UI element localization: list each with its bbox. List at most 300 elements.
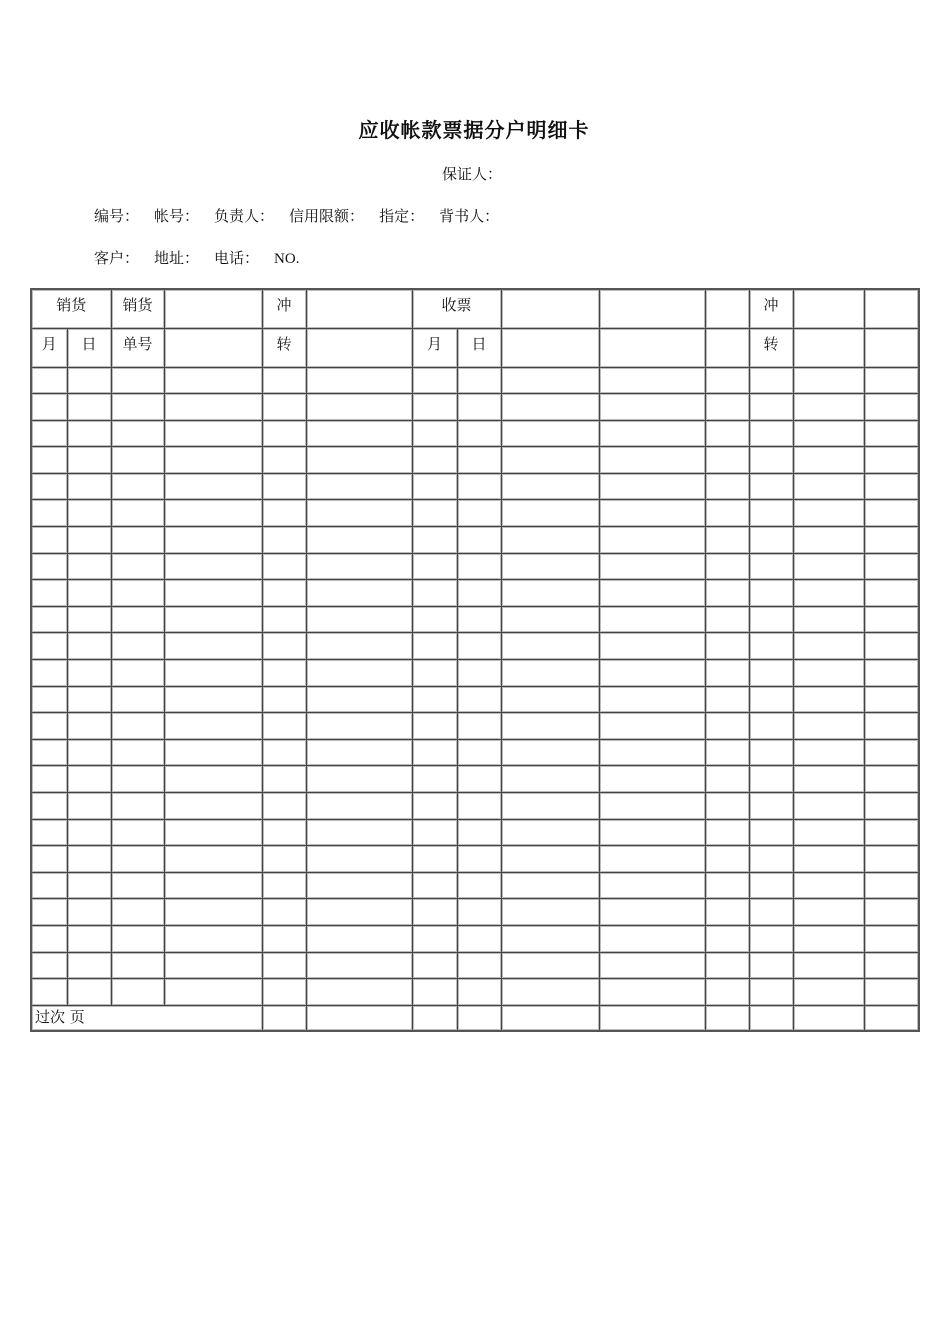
- table-cell: [262, 580, 306, 607]
- footer-cell: [306, 1005, 412, 1031]
- table-cell: [864, 367, 919, 394]
- table-cell: [599, 925, 705, 952]
- footer-cell: [501, 1005, 599, 1031]
- table-cell: [262, 979, 306, 1006]
- table-row: [31, 473, 919, 500]
- table-cell: [31, 527, 67, 554]
- table-cell: [111, 686, 164, 713]
- table-cell: [412, 606, 457, 633]
- table-cell: [599, 553, 705, 580]
- table-cell: [67, 819, 111, 846]
- table-cell: [67, 739, 111, 766]
- table-cell: [306, 925, 412, 952]
- table-cell: [164, 606, 262, 633]
- table-cell: [164, 553, 262, 580]
- table-cell: [412, 819, 457, 846]
- table-cell: [412, 394, 457, 421]
- table-cell: [457, 846, 501, 873]
- table-cell: [164, 633, 262, 660]
- header-cell-blank: [164, 289, 262, 328]
- table-cell: [864, 500, 919, 527]
- table-cell: [164, 500, 262, 527]
- table-cell: [501, 899, 599, 926]
- table-cell: [67, 420, 111, 447]
- table-cell: [111, 793, 164, 820]
- table-cell: [457, 553, 501, 580]
- table-cell: [67, 447, 111, 474]
- table-cell: [457, 793, 501, 820]
- header-cell-blank: [164, 328, 262, 367]
- table-cell: [262, 420, 306, 447]
- table-row: [31, 527, 919, 554]
- table-cell: [457, 925, 501, 952]
- table-cell: [412, 367, 457, 394]
- table-cell: [793, 979, 864, 1006]
- table-cell: [457, 713, 501, 740]
- table-cell: [111, 606, 164, 633]
- table-cell: [501, 766, 599, 793]
- info-line-1: [94, 205, 514, 226]
- header-cell-blank: [599, 289, 705, 328]
- table-cell: [111, 819, 164, 846]
- table-cell: [262, 952, 306, 979]
- table-cell: [31, 793, 67, 820]
- table-cell: [599, 473, 705, 500]
- header-cell-blank: [599, 328, 705, 367]
- table-cell: [599, 420, 705, 447]
- table-cell: [457, 633, 501, 660]
- table-cell: [67, 367, 111, 394]
- table-cell: [793, 447, 864, 474]
- table-cell: [67, 952, 111, 979]
- table-cell: [31, 899, 67, 926]
- table-row: [31, 580, 919, 607]
- table-cell: [67, 846, 111, 873]
- table-cell: [705, 846, 749, 873]
- table-cell: [749, 819, 793, 846]
- table-cell: [412, 952, 457, 979]
- table-cell: [111, 739, 164, 766]
- table-cell: [31, 394, 67, 421]
- header-cell-blank: [501, 289, 599, 328]
- table-cell: [164, 527, 262, 554]
- table-cell: [457, 952, 501, 979]
- table-cell: [599, 819, 705, 846]
- table-cell: [793, 394, 864, 421]
- table-cell: [67, 713, 111, 740]
- table-cell: [306, 500, 412, 527]
- table-cell: [306, 606, 412, 633]
- table-cell: [749, 739, 793, 766]
- table-cell: [705, 394, 749, 421]
- table-cell: [67, 527, 111, 554]
- table-cell: [67, 394, 111, 421]
- table-cell: [67, 872, 111, 899]
- field-credit-limit-label: 信用限额：: [289, 207, 365, 225]
- table-cell: [749, 633, 793, 660]
- header-cell-blank: [864, 328, 919, 367]
- table-cell: [111, 872, 164, 899]
- info-line-2: [94, 247, 314, 268]
- table-cell: [457, 606, 501, 633]
- table-cell: [749, 660, 793, 687]
- table-cell: [111, 367, 164, 394]
- table-cell: [749, 925, 793, 952]
- table-cell: [262, 527, 306, 554]
- header-cell-blank: [306, 289, 412, 328]
- table-cell: [864, 473, 919, 500]
- table-cell: [111, 766, 164, 793]
- table-cell: [31, 846, 67, 873]
- table-cell: [457, 580, 501, 607]
- table-row: [31, 872, 919, 899]
- table-cell: [705, 420, 749, 447]
- table-cell: [67, 500, 111, 527]
- table-cell: [864, 606, 919, 633]
- table-cell: [306, 793, 412, 820]
- table-row: [31, 367, 919, 394]
- table-row: [31, 606, 919, 633]
- table-cell: [306, 846, 412, 873]
- table-cell: [306, 394, 412, 421]
- footer-cell: [412, 1005, 457, 1031]
- table-cell: [412, 899, 457, 926]
- table-cell: [31, 473, 67, 500]
- header-sales: 销货: [31, 289, 111, 328]
- table-cell: [67, 925, 111, 952]
- table-cell: [262, 819, 306, 846]
- table-cell: [749, 606, 793, 633]
- table-cell: [501, 660, 599, 687]
- table-cell: [501, 872, 599, 899]
- table-cell: [749, 899, 793, 926]
- table-cell: [749, 420, 793, 447]
- table-cell: [262, 872, 306, 899]
- table-cell: [457, 660, 501, 687]
- table-cell: [306, 447, 412, 474]
- table-cell: [262, 394, 306, 421]
- table-cell: [164, 899, 262, 926]
- table-cell: [412, 580, 457, 607]
- table-row: [31, 846, 919, 873]
- table-cell: [412, 872, 457, 899]
- footer-cell: [749, 1005, 793, 1031]
- table-row: [31, 660, 919, 687]
- table-cell: [31, 420, 67, 447]
- header-cell-blank: [793, 328, 864, 367]
- table-cell: [749, 952, 793, 979]
- table-cell: [599, 952, 705, 979]
- table-cell: [705, 739, 749, 766]
- table-cell: [262, 633, 306, 660]
- table-cell: [705, 899, 749, 926]
- table-cell: [749, 872, 793, 899]
- table-cell: [306, 872, 412, 899]
- table-cell: [705, 580, 749, 607]
- table-cell: [67, 686, 111, 713]
- table-row: [31, 793, 919, 820]
- table-cell: [457, 367, 501, 394]
- table-row: [31, 766, 919, 793]
- table-row: [31, 686, 919, 713]
- table-cell: [864, 766, 919, 793]
- table-cell: [599, 766, 705, 793]
- table-cell: [67, 766, 111, 793]
- table-cell: [599, 713, 705, 740]
- table-cell: [262, 925, 306, 952]
- table-cell: [599, 739, 705, 766]
- table-cell: [864, 447, 919, 474]
- table-cell: [501, 846, 599, 873]
- table-cell: [164, 766, 262, 793]
- table-cell: [111, 500, 164, 527]
- table-cell: [306, 420, 412, 447]
- table-cell: [31, 447, 67, 474]
- table-cell: [306, 739, 412, 766]
- table-row: [31, 979, 919, 1006]
- table-cell: [705, 952, 749, 979]
- footer-cell: [262, 1005, 306, 1031]
- table-cell: [501, 979, 599, 1006]
- table-cell: [31, 766, 67, 793]
- table-cell: [864, 686, 919, 713]
- table-cell: [262, 606, 306, 633]
- table-cell: [501, 447, 599, 474]
- field-number-label: 编号：: [94, 207, 140, 225]
- table-cell: [457, 899, 501, 926]
- table-cell: [599, 660, 705, 687]
- table-cell: [705, 367, 749, 394]
- table-cell: [164, 367, 262, 394]
- table-cell: [501, 420, 599, 447]
- table-cell: [164, 473, 262, 500]
- table-cell: [111, 899, 164, 926]
- table-cell: [749, 367, 793, 394]
- header-voucher-no: 单号: [111, 328, 164, 367]
- footer-cell: [599, 1005, 705, 1031]
- footer-row: [31, 1005, 919, 1031]
- table-cell: [164, 660, 262, 687]
- table-cell: [864, 979, 919, 1006]
- table-cell: [262, 846, 306, 873]
- header-transfer-1: 转: [262, 328, 306, 367]
- table-cell: [793, 793, 864, 820]
- table-cell: [864, 713, 919, 740]
- ledger-table: [30, 288, 920, 1032]
- table-cell: [31, 606, 67, 633]
- table-cell: [749, 394, 793, 421]
- table-cell: [306, 686, 412, 713]
- table-cell: [793, 739, 864, 766]
- page-title: 应收帐款票据分户明细卡: [358, 118, 590, 142]
- table-cell: [31, 713, 67, 740]
- table-cell: [599, 793, 705, 820]
- table-cell: [457, 686, 501, 713]
- table-cell: [67, 899, 111, 926]
- table-cell: [501, 580, 599, 607]
- table-cell: [164, 420, 262, 447]
- table-cell: [599, 367, 705, 394]
- field-account-label: 帐号：: [154, 207, 200, 225]
- header-cell-blank: [306, 328, 412, 367]
- table-cell: [457, 872, 501, 899]
- table-cell: [501, 793, 599, 820]
- table-cell: [412, 766, 457, 793]
- table-cell: [793, 819, 864, 846]
- table-cell: [412, 420, 457, 447]
- table-cell: [262, 660, 306, 687]
- table-cell: [749, 527, 793, 554]
- table-cell: [164, 713, 262, 740]
- table-cell: [864, 925, 919, 952]
- footer-cell: [864, 1005, 919, 1031]
- table-cell: [705, 925, 749, 952]
- table-cell: [164, 447, 262, 474]
- table-cell: [793, 527, 864, 554]
- table-cell: [31, 979, 67, 1006]
- table-row: [31, 500, 919, 527]
- table-cell: [501, 686, 599, 713]
- table-row: [31, 394, 919, 421]
- table-cell: [599, 500, 705, 527]
- table-cell: [412, 527, 457, 554]
- field-manager-label: 负责人：: [214, 207, 275, 225]
- table-cell: [412, 713, 457, 740]
- table-row: [31, 633, 919, 660]
- table-cell: [793, 660, 864, 687]
- header-cell-blank: [705, 289, 749, 328]
- table-cell: [793, 473, 864, 500]
- table-cell: [749, 766, 793, 793]
- table-cell: [705, 606, 749, 633]
- header-cell-blank: [501, 328, 599, 367]
- table-cell: [864, 633, 919, 660]
- table-cell: [793, 846, 864, 873]
- table-cell: [306, 527, 412, 554]
- table-cell: [164, 846, 262, 873]
- table-cell: [31, 952, 67, 979]
- table-cell: [111, 447, 164, 474]
- table-cell: [864, 553, 919, 580]
- table-cell: [306, 952, 412, 979]
- table-cell: [111, 553, 164, 580]
- table-cell: [599, 872, 705, 899]
- table-cell: [705, 633, 749, 660]
- header-row-2: [31, 328, 919, 367]
- table-cell: [262, 500, 306, 527]
- table-cell: [67, 793, 111, 820]
- footer-label-text: 过次 页: [35, 1007, 85, 1026]
- table-cell: [111, 633, 164, 660]
- field-no-label: NO.: [274, 251, 300, 267]
- header-offset-1: 冲: [262, 289, 306, 328]
- table-cell: [501, 367, 599, 394]
- table-cell: [457, 819, 501, 846]
- table-cell: [306, 766, 412, 793]
- table-row: [31, 925, 919, 952]
- table-cell: [67, 979, 111, 1006]
- table-cell: [501, 925, 599, 952]
- table-cell: [306, 633, 412, 660]
- table-cell: [67, 606, 111, 633]
- table-cell: [705, 447, 749, 474]
- table-row: [31, 739, 919, 766]
- table-cell: [31, 872, 67, 899]
- table-cell: [262, 739, 306, 766]
- table-cell: [111, 952, 164, 979]
- guarantor-label: 保证人：: [442, 165, 503, 183]
- table-cell: [457, 527, 501, 554]
- header-month-2: 月: [412, 328, 457, 367]
- table-cell: [262, 766, 306, 793]
- table-cell: [864, 394, 919, 421]
- field-customer-label: 客户：: [94, 249, 140, 267]
- table-cell: [599, 527, 705, 554]
- table-cell: [164, 872, 262, 899]
- table-cell: [599, 447, 705, 474]
- table-cell: [262, 793, 306, 820]
- table-cell: [111, 527, 164, 554]
- table-cell: [67, 633, 111, 660]
- table-cell: [111, 979, 164, 1006]
- table-cell: [599, 394, 705, 421]
- header-day-1: 日: [67, 328, 111, 367]
- table-row: [31, 819, 919, 846]
- table-cell: [412, 633, 457, 660]
- table-cell: [501, 606, 599, 633]
- table-cell: [67, 580, 111, 607]
- table-cell: [705, 660, 749, 687]
- table-cell: [412, 660, 457, 687]
- table-cell: [164, 793, 262, 820]
- footer-carry-forward-label: [31, 1005, 262, 1031]
- table-cell: [164, 979, 262, 1006]
- table-cell: [262, 713, 306, 740]
- table-cell: [793, 899, 864, 926]
- table-cell: [111, 713, 164, 740]
- table-cell: [749, 686, 793, 713]
- table-cell: [793, 606, 864, 633]
- table-cell: [262, 553, 306, 580]
- field-phone-label: 电话：: [214, 249, 260, 267]
- table-cell: [501, 500, 599, 527]
- table-cell: [501, 633, 599, 660]
- table-cell: [864, 660, 919, 687]
- table-cell: [412, 979, 457, 1006]
- table-cell: [793, 925, 864, 952]
- table-cell: [457, 739, 501, 766]
- table-cell: [864, 872, 919, 899]
- table-cell: [412, 686, 457, 713]
- footer-cell: [457, 1005, 501, 1031]
- header-cell-blank: [705, 328, 749, 367]
- table-cell: [793, 500, 864, 527]
- table-cell: [111, 660, 164, 687]
- header-receipt: 收票: [412, 289, 501, 328]
- table-cell: [457, 420, 501, 447]
- table-cell: [501, 553, 599, 580]
- header-offset-2: 冲: [749, 289, 793, 328]
- table-cell: [164, 819, 262, 846]
- table-cell: [864, 846, 919, 873]
- table-cell: [306, 979, 412, 1006]
- table-cell: [412, 553, 457, 580]
- table-cell: [262, 367, 306, 394]
- table-cell: [31, 580, 67, 607]
- table-cell: [749, 553, 793, 580]
- table-cell: [111, 925, 164, 952]
- table-cell: [793, 952, 864, 979]
